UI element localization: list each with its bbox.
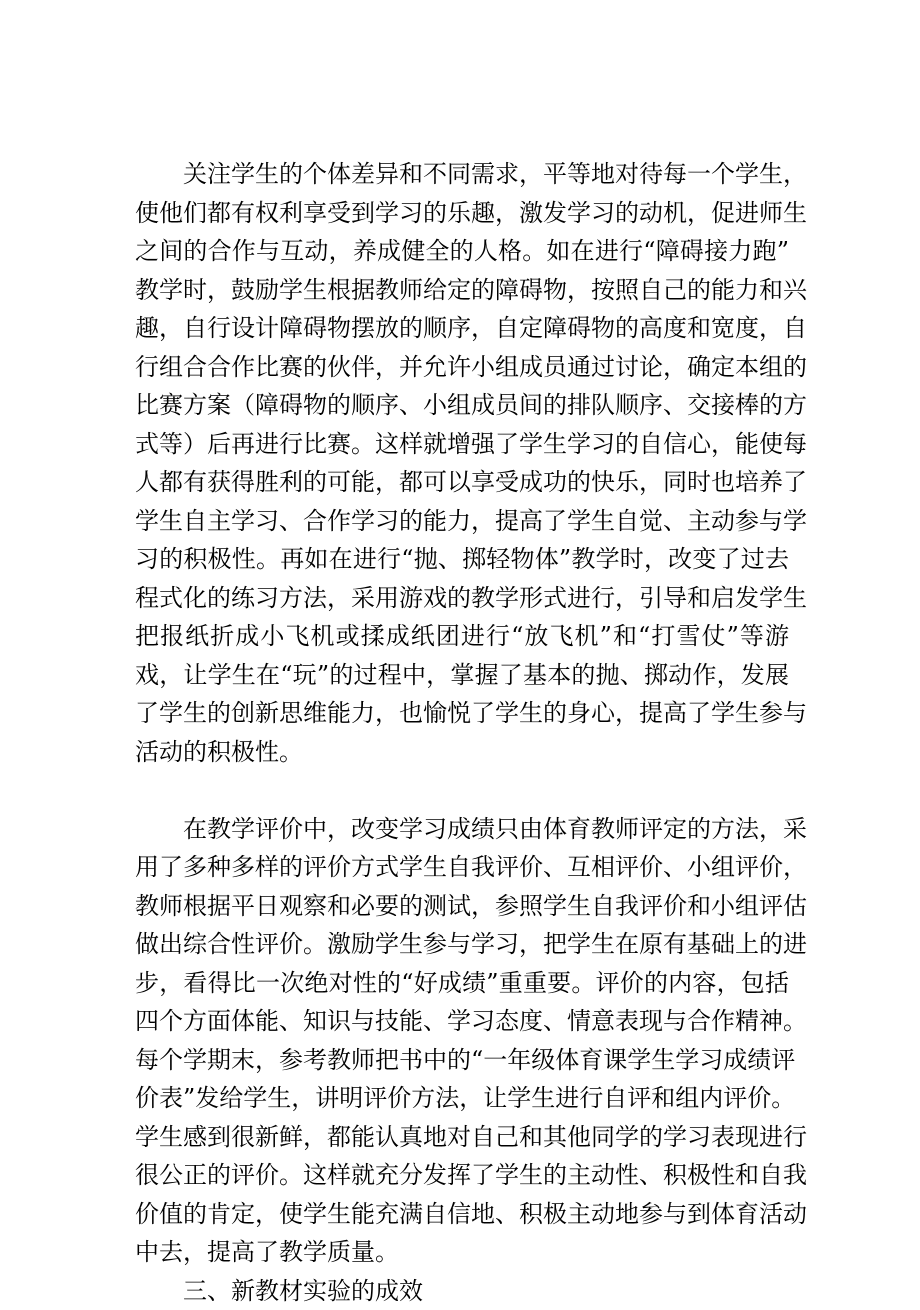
text-line: 教师根据平日观察和必要的测试，参照学生自我评价和小组评估 — [135, 887, 789, 926]
text-line: 四个方面体能、知识与技能、学习态度、情意表现与合作精神。 — [135, 1002, 789, 1041]
text-line: 关注学生的个体差异和不同需求，平等地对待每一个学生， — [135, 155, 789, 194]
paragraph-spacer — [135, 771, 789, 810]
text-line: 在教学评价中，改变学习成绩只由体育教师评定的方法，采 — [135, 810, 789, 849]
text-line: 行组合合作比赛的伙伴，并允许小组成员通过讨论，确定本组的 — [135, 348, 789, 387]
text-line: 活动的积极性。 — [135, 733, 789, 772]
paragraph-2 — [135, 810, 789, 1272]
text-line: 比赛方案（障碍物的顺序、小组成员间的排队顺序、交接棒的方 — [135, 386, 789, 425]
text-line: 价值的肯定，使学生能充满自信地、积极主动地参与到体育活动 — [135, 1195, 789, 1234]
text-line: 程式化的练习方法，采用游戏的教学形式进行，引导和启发学生 — [135, 579, 789, 618]
text-line: 学生感到很新鲜，都能认真地对自己和其他同学的学习表现进行 — [135, 1118, 789, 1157]
section-heading: 三、新教材实验的成效 — [135, 1272, 789, 1310]
text-line: 了学生的创新思维能力，也愉悦了学生的身心，提高了学生参与 — [135, 694, 789, 733]
text-line: 中去，提高了教学质量。 — [135, 1233, 789, 1272]
text-line: 价表”发给学生，讲明评价方法，让学生进行自评和组内评价。 — [135, 1079, 789, 1118]
text-line: 很公正的评价。这样就充分发挥了学生的主动性、积极性和自我 — [135, 1156, 789, 1195]
text-line: 趣，自行设计障碍物摆放的顺序，自定障碍物的高度和宽度，自 — [135, 309, 789, 348]
text-line: 做出综合性评价。激励学生参与学习，把学生在原有基础上的进 — [135, 925, 789, 964]
document-body — [135, 155, 789, 1310]
paragraph-1 — [135, 155, 789, 771]
text-line: 习的积极性。再如在进行“抛、掷轻物体”教学时，改变了过去 — [135, 540, 789, 579]
text-line: 使他们都有权利享受到学习的乐趣，激发学习的动机，促进师生 — [135, 194, 789, 233]
text-line: 式等）后再进行比赛。这样就增强了学生学习的自信心，能使每 — [135, 425, 789, 464]
text-line: 每个学期末，参考教师把书中的“一年级体育课学生学习成绩评 — [135, 1041, 789, 1080]
text-line: 用了多种多样的评价方式学生自我评价、互相评价、小组评价， — [135, 848, 789, 887]
text-line: 戏，让学生在“玩”的过程中，掌握了基本的抛、掷动作，发展 — [135, 656, 789, 695]
text-line: 步，看得比一次绝对性的“好成绩”重重要。评价的内容，包括 — [135, 964, 789, 1003]
text-line: 之间的合作与互动，养成健全的人格。如在进行“障碍接力跑” — [135, 232, 789, 271]
text-line: 人都有获得胜利的可能，都可以享受成功的快乐，同时也培养了 — [135, 463, 789, 502]
text-line: 把报纸折成小飞机或揉成纸团进行“放飞机”和“打雪仗”等游 — [135, 617, 789, 656]
text-line: 教学时，鼓励学生根据教师给定的障碍物，按照自己的能力和兴 — [135, 271, 789, 310]
text-line: 学生自主学习、合作学习的能力，提高了学生自觉、主动参与学 — [135, 502, 789, 541]
